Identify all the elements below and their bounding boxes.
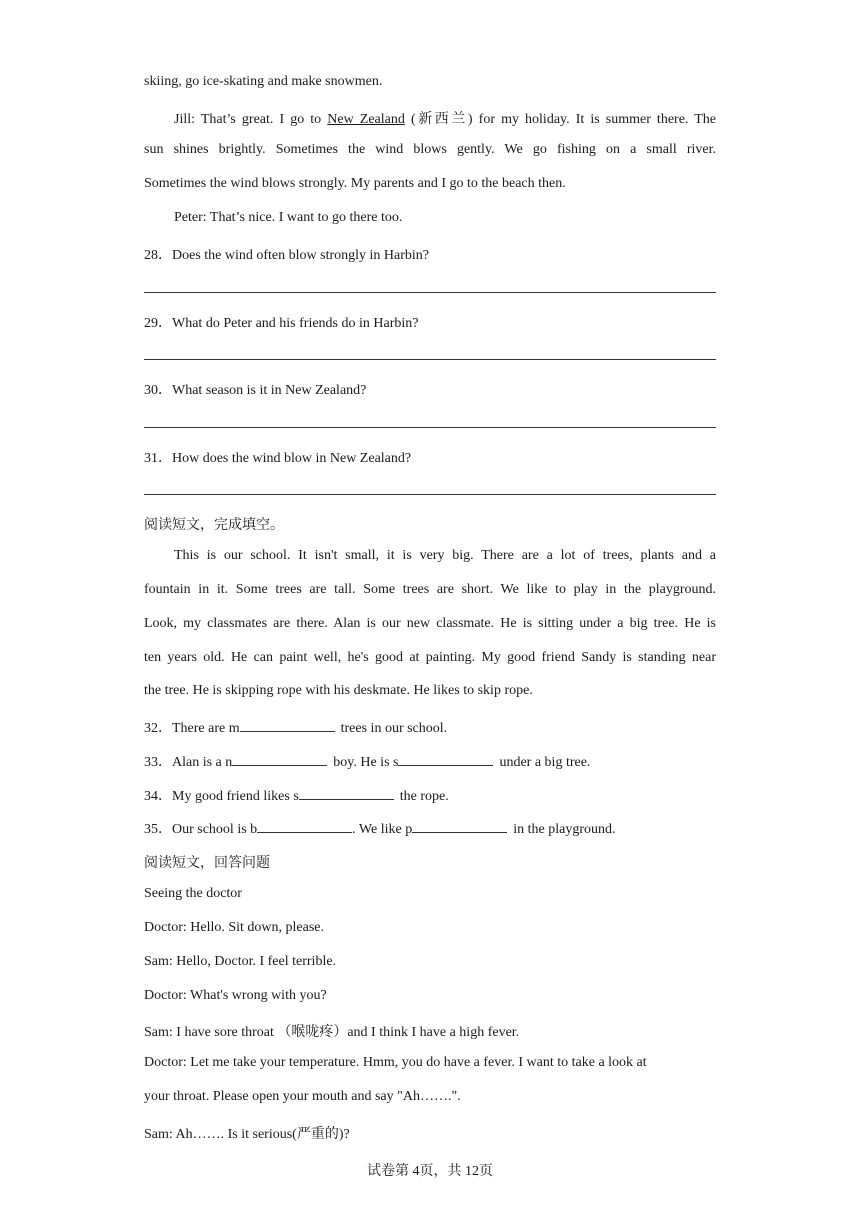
jill-place: New Zealand (327, 112, 405, 127)
section2-p3: Look, my classmates are there. Alan is our new classmate. He is sitting under a big tree. He is (144, 616, 716, 631)
q32-text-b: trees in our school. (340, 721, 448, 736)
passage1-line1: skiing, go ice-skating and make snowmen. (144, 74, 383, 89)
q34-text-a: 34．My good friend likes s (144, 789, 299, 804)
jill-text-b: (新西兰) for my holiday. It is summer there. The (404, 112, 717, 127)
answer-line-31[interactable] (144, 494, 716, 495)
section2-instruction: 阅读短文，完成填空。 (144, 518, 284, 533)
passage1-line3: sun shines brightly. Sometimes the wind blows gently. We go fishing on a small river. (144, 142, 716, 157)
page-footer: 试卷第 4页，共 12页 (367, 1164, 493, 1179)
dialogue-line-6: your throat. Please open your mouth and say "Ah…….". (144, 1089, 461, 1104)
blank-33b[interactable] (398, 752, 493, 766)
section2-p1: This is our school. It isn't small, it is very big. There are a lot of trees, plants and a (174, 548, 716, 563)
blank-33a[interactable] (232, 752, 327, 766)
question-28: 28．Does the wind often blow strongly in Harbin? (144, 248, 430, 263)
blank-35b[interactable] (412, 819, 507, 833)
section3-title: Seeing the doctor (144, 886, 242, 901)
q35-text-b: . We like p (352, 822, 413, 837)
dialogue-line-2: Sam: Hello, Doctor. I feel terrible. (144, 954, 337, 969)
blank-34[interactable] (299, 786, 394, 800)
q32-text-a: 32．There are m (144, 721, 240, 736)
q35-text-a: 35．Our school is b (144, 822, 258, 837)
question-31: 31．How does the wind blow in New Zealand? (144, 451, 412, 466)
passage1-line4: Sometimes the wind blows strongly. My parents and I go to the beach then. (144, 176, 566, 191)
blank-35a[interactable] (257, 819, 352, 833)
q33-text-c: under a big tree. (499, 755, 591, 770)
dialogue-line-5: Doctor: Let me take your temperature. Hmm, you do have a fever. I want to take a look at (144, 1055, 647, 1070)
q33-text-a: 33．Alan is a n (144, 755, 233, 770)
question-29: 29．What do Peter and his friends do in Harbin? (144, 316, 419, 331)
section3-instruction: 阅读短文，回答问题 (144, 856, 270, 871)
question-30: 30．What season is it in New Zealand? (144, 383, 367, 398)
question-33 (144, 751, 716, 771)
dialogue-line-3: Doctor: What's wrong with you? (144, 988, 327, 1003)
section2-p5: the tree. He is skipping rope with his deskmate. He likes to skip rope. (144, 683, 533, 698)
section2-p4: ten years old. He can paint well, he's good at painting. My good friend Sandy is standing near (144, 650, 716, 665)
dialogue-line-1: Doctor: Hello. Sit down, please. (144, 920, 325, 935)
question-32 (144, 717, 716, 737)
answer-line-28[interactable] (144, 292, 716, 293)
q35-text-c: in the playground. (513, 822, 616, 837)
answer-line-30[interactable] (144, 427, 716, 428)
question-34 (144, 785, 716, 805)
passage1-jill (144, 108, 716, 128)
question-35 (144, 818, 716, 838)
dialogue-line-7: Sam: Ah……. Is it serious(严重的)? (144, 1127, 350, 1142)
q34-text-b: the rope. (399, 789, 449, 804)
dialogue-line-4: Sam: I have sore throat （喉咙疼）and I think I have a high fever. (144, 1025, 520, 1040)
blank-32[interactable] (240, 718, 335, 732)
passage1-line5: Peter: That’s nice. I want to go there too. (174, 210, 403, 225)
jill-text-a: Jill: That’s great. I go to (174, 112, 328, 127)
q33-text-b: boy. He is s (333, 755, 399, 770)
answer-line-29[interactable] (144, 359, 716, 360)
section2-p2: fountain in it. Some trees are tall. Some trees are short. We like to play in the playground. (144, 582, 716, 597)
